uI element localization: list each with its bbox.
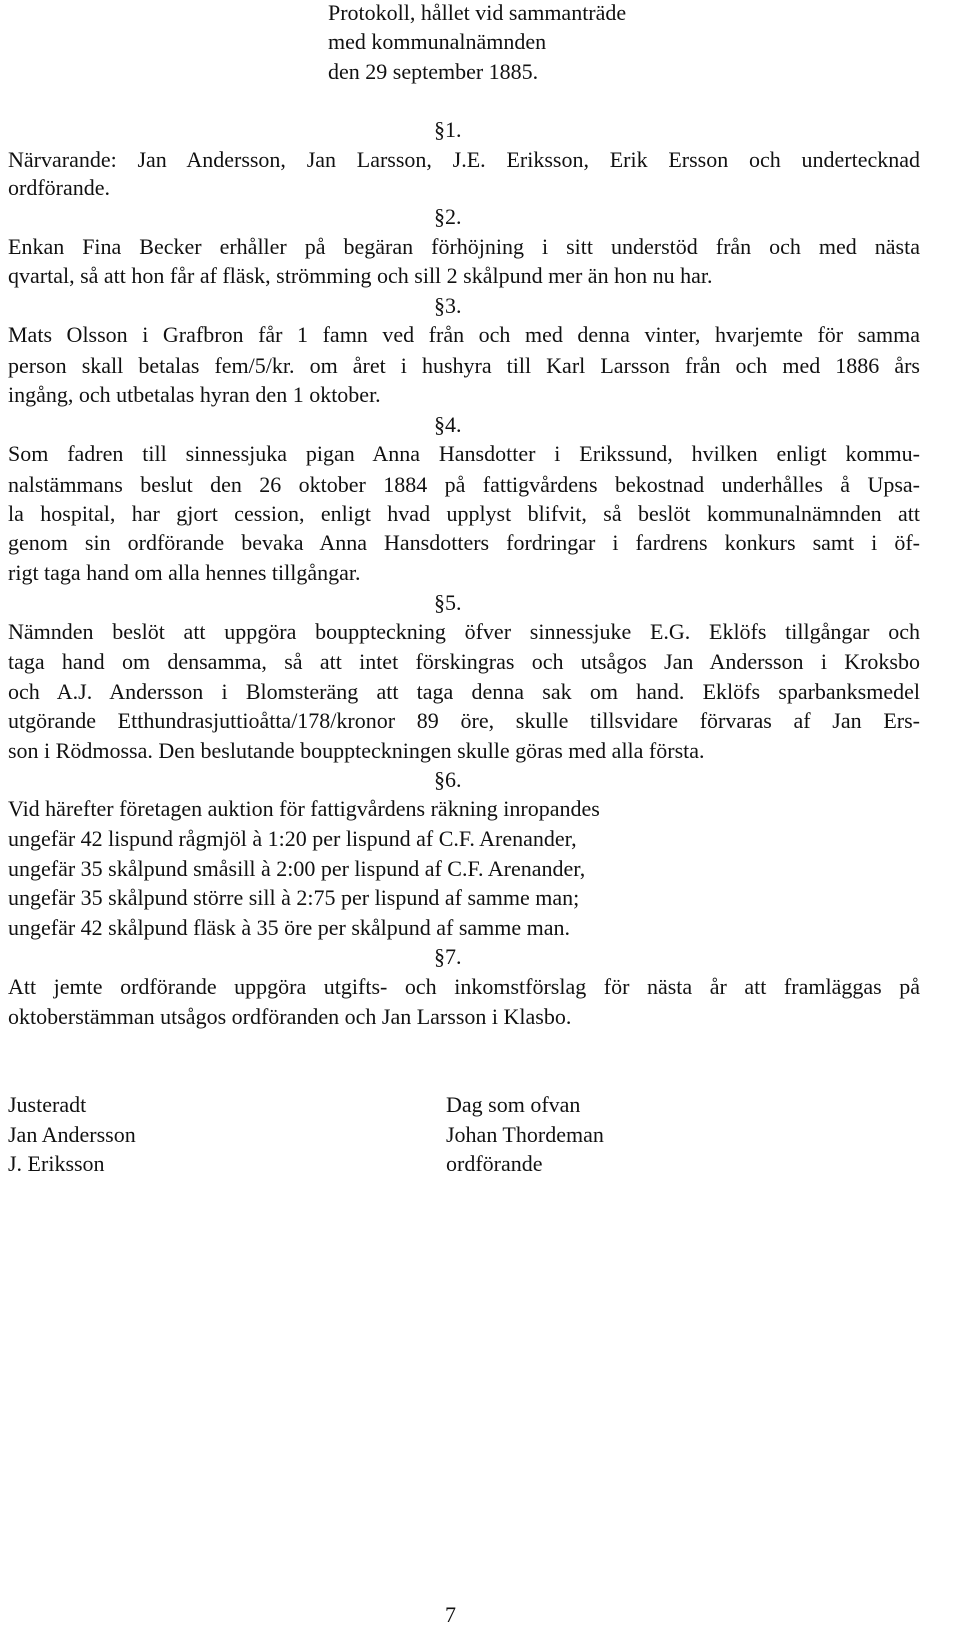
section-4-line-3: la hospital, har gjort cession, enligt hvad upplyst blifvit, så beslöt kommunalnämnden att xyxy=(8,501,920,526)
title-line-1: Protokoll, hållet vid sammanträde xyxy=(328,0,627,25)
section-7-line-2: oktoberstämman utsågos ordföranden och Jan Larsson i Klasbo. xyxy=(8,1004,572,1029)
section-2-line-2: qvartal, så att hon får af fläsk, strömming och sill 2 skålpund mer än hon nu har. xyxy=(8,263,713,288)
section-6-line-3: ungefär 35 skålpund småsill à 2:00 per lispund af C.F. Arenander, xyxy=(8,856,586,881)
page-number: 7 xyxy=(445,1602,456,1627)
section-6-line-4: ungefär 35 skålpund större sill à 2:75 per lispund af samme man; xyxy=(8,885,580,910)
signature-left-line-3: J. Eriksson xyxy=(8,1151,105,1176)
section-5-line-2: taga hand om densamma, så att intet förskingras och utsågos Jan Andersson i Kroksbo xyxy=(8,649,920,674)
signature-right-line-2: Johan Thordeman xyxy=(446,1122,604,1147)
section-number-2: §2. xyxy=(434,204,462,229)
title-line-2: med kommunalnämnden xyxy=(328,29,547,54)
section-1-line-1: Närvarande: Jan Andersson, Jan Larsson, J.E. Eriksson, Erik Ersson och undertecknad xyxy=(8,147,920,172)
section-number-5: §5. xyxy=(434,590,462,615)
section-number-3: §3. xyxy=(434,293,462,318)
section-6-line-2: ungefär 42 lispund rågmjöl à 1:20 per lispund af C.F. Arenander, xyxy=(8,826,577,851)
section-2-line-1: Enkan Fina Becker erhåller på begäran förhöjning i sitt understöd från och med nästa xyxy=(8,234,920,259)
title-line-3: den 29 september 1885. xyxy=(328,59,539,84)
section-number-1: §1. xyxy=(434,117,462,142)
section-6-line-1: Vid härefter företagen auktion för fattigvårdens räkning inropandes xyxy=(8,796,600,821)
signature-left-line-2: Jan Andersson xyxy=(8,1122,136,1147)
section-6-line-5: ungefär 42 skålpund fläsk à 35 öre per skålpund af samme man. xyxy=(8,915,571,940)
section-4-line-4: genom sin ordförande bevaka Anna Hansdotters fordringar i fardrens konkurs samt i öf- xyxy=(8,530,920,555)
section-3-line-1: Mats Olsson i Grafbron får 1 famn ved från och med denna vinter, hvarjemte för samma xyxy=(8,322,920,347)
signature-right-line-1: Dag som ofvan xyxy=(446,1092,581,1117)
section-1-line-2: ordförande. xyxy=(8,175,111,200)
section-3-line-2: person skall betalas fem/5/kr. om året i hushyra till Karl Larsson från och med 1886 års xyxy=(8,353,920,378)
section-5-line-1: Nämnden beslöt att uppgöra bouppteckning öfver sinnessjuke E.G. Eklöfs tillgångar och xyxy=(8,619,920,644)
section-4-line-2: nalstämmans beslut den 26 oktober 1884 på fattigvårdens bekostnad underhålles å Upsa- xyxy=(8,472,920,497)
section-number-7: §7. xyxy=(434,944,462,969)
section-4-line-1: Som fadren till sinnessjuka pigan Anna Hansdotter i Erikssund, hvilken enligt kommu- xyxy=(8,441,920,466)
section-number-4: §4. xyxy=(434,412,462,437)
section-3-line-3: ingång, och utbetalas hyran den 1 oktober. xyxy=(8,382,381,407)
signature-right-line-3: ordförande xyxy=(446,1151,543,1176)
section-5-line-5: son i Rödmossa. Den beslutande bouppteckningen skulle göras med alla första. xyxy=(8,738,705,763)
section-5-line-4: utgörande Etthundrasjuttioåtta/178/kronor 89 öre, skulle tillsvidare förvaras af Jan Ers- xyxy=(8,708,920,733)
section-5-line-3: och A.J. Andersson i Blomsteräng att taga denna sak om hand. Eklöfs sparbanksmedel xyxy=(8,679,920,704)
section-7-line-1: Att jemte ordförande uppgöra utgifts- och inkomstförslag för nästa år att framläggas på xyxy=(8,974,920,999)
section-number-6: §6. xyxy=(434,767,462,792)
signature-left-line-1: Justeradt xyxy=(8,1092,87,1117)
section-4-line-5: rigt taga hand om alla hennes tillgångar. xyxy=(8,560,361,585)
